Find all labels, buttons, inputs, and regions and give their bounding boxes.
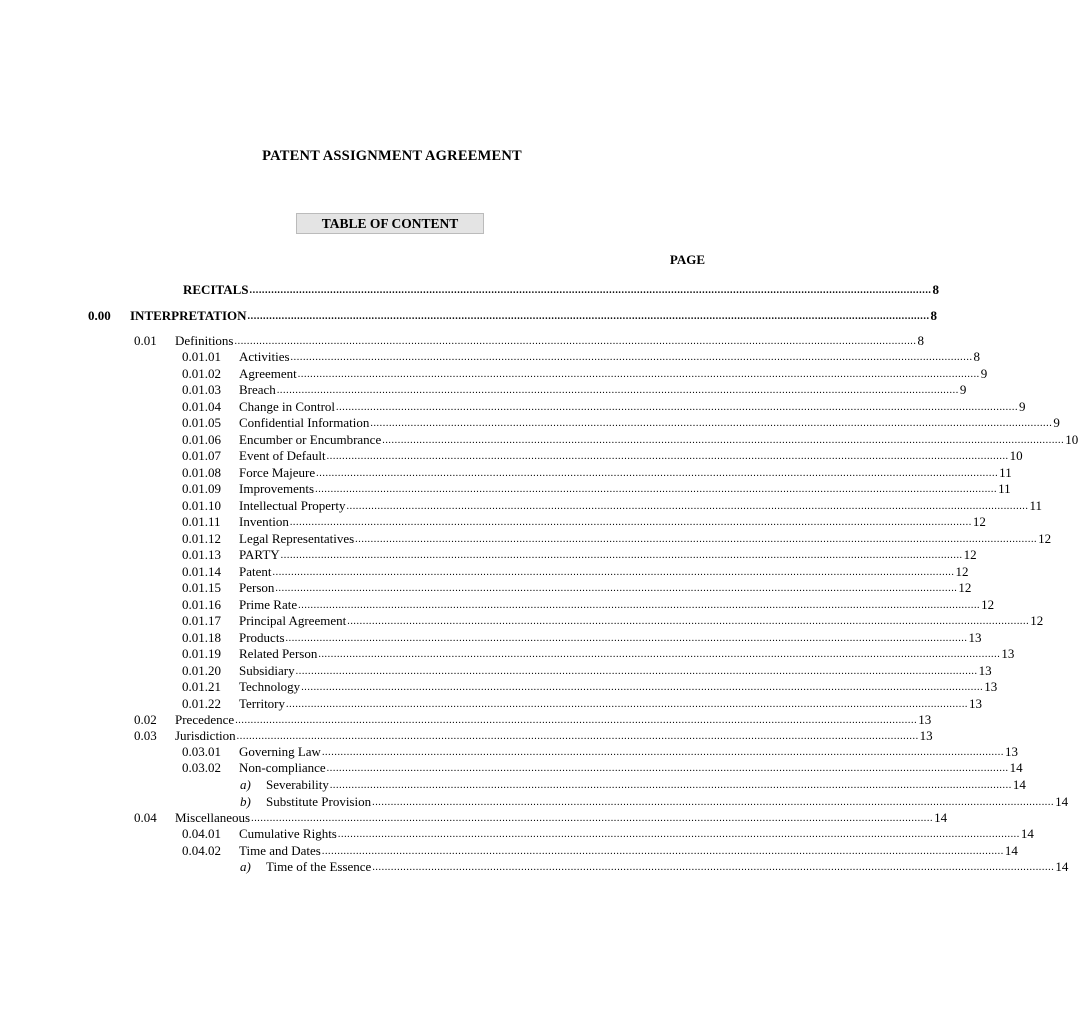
toc-entry-number: 0.01.01 xyxy=(182,349,221,364)
toc-entry-label: Change in Control xyxy=(239,399,336,414)
toc-entry-label: Technology xyxy=(239,679,301,694)
dot-leader: ............................................................................................................................................................................................................................ xyxy=(235,715,918,726)
dot-leader: ............................................................................................................................................................................................................................ xyxy=(275,583,958,594)
toc-entry-d12[interactable] xyxy=(239,531,1052,547)
toc-entry-d08[interactable] xyxy=(239,465,1012,481)
dot-leader: ............................................................................................................................................................................................................................ xyxy=(321,846,1004,857)
toc-entry-m01[interactable] xyxy=(239,826,1034,842)
toc-entry-label: Confidential Information xyxy=(239,415,370,430)
dot-leader: ............................................................................................................................................................................................................................ xyxy=(251,813,934,824)
toc-entry-page: 14 xyxy=(1055,794,1069,809)
dot-leader: ............................................................................................................................................................................................................................ xyxy=(290,352,973,363)
toc-entry-number: 0.01.17 xyxy=(182,613,221,628)
toc-entry-page: 14 xyxy=(1055,859,1069,874)
toc-entry-number: 0.01.15 xyxy=(182,580,221,595)
toc-entry-label: Non-compliance xyxy=(239,760,326,775)
toc-entry-page: 11 xyxy=(1029,498,1043,513)
dot-leader: ............................................................................................................................................................................................................................ xyxy=(337,829,1020,840)
toc-entry-label: Activities xyxy=(239,349,290,364)
toc-subitem-letter: a) xyxy=(240,777,251,792)
toc-entry-d10[interactable] xyxy=(239,498,1043,514)
dot-leader: ............................................................................................................................................................................................................................ xyxy=(321,747,1004,758)
toc-entry-s003[interactable] xyxy=(175,728,933,744)
toc-entry-d15[interactable] xyxy=(239,580,972,596)
toc-entry-page: 13 xyxy=(984,679,998,694)
toc-entry-number: 0.01.16 xyxy=(182,597,221,612)
toc-entry-label: RECITALS xyxy=(183,282,249,297)
toc-entry-page: 8 xyxy=(917,333,924,348)
dot-leader: ............................................................................................................................................................................................................................ xyxy=(326,451,1009,462)
dot-leader: ............................................................................................................................................................................................................................ xyxy=(355,534,1038,545)
dot-leader: ............................................................................................................................................................................................................................ xyxy=(289,517,972,528)
dot-leader: ............................................................................................................................................................................................................................ xyxy=(286,699,969,710)
toc-entry-label: Cumulative Rights xyxy=(239,826,337,841)
toc-entry-d09[interactable] xyxy=(239,481,1011,497)
toc-entry-page: 12 xyxy=(1038,531,1052,546)
toc-entry-page: 14 xyxy=(1012,777,1026,792)
toc-entry-d04[interactable] xyxy=(239,399,1026,415)
dot-leader: ............................................................................................................................................................................................................................ xyxy=(234,336,917,347)
toc-entry-page: 9 xyxy=(1019,399,1026,414)
toc-entry-label: Encumber or Encumbrance xyxy=(239,432,382,447)
toc-entry-recitals[interactable] xyxy=(183,282,940,298)
toc-entry-page: 11 xyxy=(998,481,1011,496)
toc-entry-page: 9 xyxy=(1053,415,1060,430)
toc-entry-number: 0.02 xyxy=(134,712,157,727)
toc-entry-label: Legal Representatives xyxy=(239,531,355,546)
toc-entry-label: INTERPRETATION xyxy=(130,308,247,323)
toc-entry-page: 10 xyxy=(1009,448,1023,463)
toc-entry-d03[interactable] xyxy=(239,382,967,398)
dot-leader: ............................................................................................................................................................................................................................ xyxy=(297,369,980,380)
toc-entry-page: 8 xyxy=(932,282,940,297)
toc-entry-page: 13 xyxy=(968,630,982,645)
dot-leader: ............................................................................................................................................................................................................................ xyxy=(329,780,1012,791)
toc-entry-page: 12 xyxy=(955,564,969,579)
toc-entry-d16[interactable] xyxy=(239,597,995,613)
dot-leader: ............................................................................................................................................................................................................................ xyxy=(382,435,1065,446)
toc-entry-page: 12 xyxy=(958,580,972,595)
dot-leader: ............................................................................................................................................................................................................................ xyxy=(301,682,984,693)
toc-entry-label: Subsidiary xyxy=(239,663,295,678)
toc-entry-s002[interactable] xyxy=(175,712,932,728)
toc-entry-label: Related Person xyxy=(239,646,318,661)
toc-entry-number: 0.03 xyxy=(134,728,157,743)
toc-entry-page: 10 xyxy=(1065,432,1078,447)
toc-entry-number: 0.01.22 xyxy=(182,696,221,711)
toc-entry-page: 14 xyxy=(934,810,948,825)
toc-entry-number: 0.01.09 xyxy=(182,481,221,496)
toc-subitem-letter: b) xyxy=(240,794,251,809)
dot-leader: ............................................................................................................................................................................................................................ xyxy=(249,285,932,296)
toc-entry-d13[interactable] xyxy=(239,547,977,563)
toc-heading: TABLE OF CONTENT xyxy=(296,213,484,234)
toc-entry-d06[interactable] xyxy=(239,432,1078,448)
toc-entry-d14[interactable] xyxy=(239,564,969,580)
toc-entry-j02b[interactable] xyxy=(266,794,1069,810)
dot-leader: ............................................................................................................................................................................................................................ xyxy=(236,731,919,742)
toc-entry-label: Severability xyxy=(266,777,329,792)
toc-entry-label: Definitions xyxy=(175,333,234,348)
toc-entry-page: 8 xyxy=(973,349,981,364)
toc-entry-d02[interactable] xyxy=(239,366,988,382)
toc-entry-number: 0.01.12 xyxy=(182,531,221,546)
toc-entry-page: 9 xyxy=(980,366,988,381)
dot-leader: ............................................................................................................................................................................................................................ xyxy=(298,600,981,611)
page-column-label: PAGE xyxy=(669,252,705,267)
dot-leader: ............................................................................................................................................................................................................................ xyxy=(285,633,968,644)
toc-entry-j02[interactable] xyxy=(239,760,1023,776)
dot-leader: ............................................................................................................................................................................................................................ xyxy=(326,763,1009,774)
toc-entry-number: 0.04 xyxy=(134,810,157,825)
dot-leader: ............................................................................................................................................................................................................................ xyxy=(318,649,1001,660)
toc-entry-d18[interactable] xyxy=(239,630,982,646)
toc-entry-number: 0.01.02 xyxy=(182,366,221,381)
toc-entry-number: 0.01.10 xyxy=(182,498,221,513)
toc-entry-label: Force Majeure xyxy=(239,465,316,480)
toc-entry-number: 0.04.02 xyxy=(182,843,221,858)
toc-entry-interpretation[interactable] xyxy=(130,308,938,324)
toc-entry-page: 12 xyxy=(981,597,995,612)
toc-entry-page: 12 xyxy=(1030,613,1044,628)
toc-entry-number: 0.03.02 xyxy=(182,760,221,775)
toc-entry-label: Time of the Essence xyxy=(266,859,372,874)
toc-entry-number: 0.01.14 xyxy=(182,564,221,579)
toc-entry-page: 13 xyxy=(969,696,983,711)
toc-entry-page: 13 xyxy=(1004,744,1018,759)
toc-entry-label: Products xyxy=(239,630,285,645)
dot-leader: ............................................................................................................................................................................................................................ xyxy=(347,616,1030,627)
toc-entry-page: 13 xyxy=(978,663,992,678)
toc-entry-label: Intellectual Property xyxy=(239,498,346,513)
dot-leader: ............................................................................................................................................................................................................................ xyxy=(315,484,998,495)
toc-entry-s001[interactable] xyxy=(175,333,924,349)
toc-entry-label: Event of Default xyxy=(239,448,326,463)
toc-entry-page: 12 xyxy=(972,514,986,529)
toc-entry-label: Agreement xyxy=(239,366,297,381)
toc-entry-number: 0.01.13 xyxy=(182,547,221,562)
toc-entry-number: 0.01.08 xyxy=(182,465,221,480)
dot-leader: ............................................................................................................................................................................................................................ xyxy=(247,311,930,322)
dot-leader: ............................................................................................................................................................................................................................ xyxy=(276,385,959,396)
toc-entry-label: Time and Dates xyxy=(239,843,321,858)
toc-entry-d21[interactable] xyxy=(239,679,998,695)
toc-entry-page: 13 xyxy=(918,712,932,727)
toc-entry-d22[interactable] xyxy=(239,696,983,712)
toc-entry-label: Miscellaneous xyxy=(175,810,251,825)
dot-leader: ............................................................................................................................................................................................................................ xyxy=(346,501,1029,512)
toc-entry-number: 0.01.21 xyxy=(182,679,221,694)
toc-entry-label: Breach xyxy=(239,382,276,397)
toc-entry-page: 9 xyxy=(959,382,967,397)
toc-entry-number: 0.01.20 xyxy=(182,663,221,678)
toc-entry-page: 12 xyxy=(963,547,977,562)
toc-entry-page: 11 xyxy=(999,465,1012,480)
toc-entry-page: 13 xyxy=(1001,646,1015,661)
toc-entry-label: PARTY xyxy=(239,547,280,562)
toc-entry-m02[interactable] xyxy=(239,843,1018,859)
toc-entry-label: Territory xyxy=(239,696,286,711)
toc-entry-j02a[interactable] xyxy=(266,777,1026,793)
toc-entry-label: Jurisdiction xyxy=(175,728,236,743)
toc-entry-m02a[interactable] xyxy=(266,859,1069,875)
toc-entry-number: 0.01.07 xyxy=(182,448,221,463)
toc-entry-number: 0.01.04 xyxy=(182,399,221,414)
toc-entry-label: Invention xyxy=(239,514,289,529)
toc-entry-label: Principal Agreement xyxy=(239,613,347,628)
toc-entry-number: 0.01.06 xyxy=(182,432,221,447)
dot-leader: ............................................................................................................................................................................................................................ xyxy=(316,468,999,479)
dot-leader: ............................................................................................................................................................................................................................ xyxy=(295,666,978,677)
dot-leader: ............................................................................................................................................................................................................................ xyxy=(372,797,1055,808)
toc-entry-page: 13 xyxy=(919,728,933,743)
toc-entry-label: Precedence xyxy=(175,712,235,727)
toc-entry-label: Governing Law xyxy=(239,744,321,759)
toc-entry-d05[interactable] xyxy=(239,415,1060,431)
toc-entry-d07[interactable] xyxy=(239,448,1023,464)
dot-leader: ............................................................................................................................................................................................................................ xyxy=(370,418,1053,429)
dot-leader: ............................................................................................................................................................................................................................ xyxy=(280,550,963,561)
section-number: 0.00 xyxy=(88,308,111,323)
toc-entry-d19[interactable] xyxy=(239,646,1015,662)
dot-leader: ............................................................................................................................................................................................................................ xyxy=(336,402,1019,413)
toc-subitem-letter: a) xyxy=(240,859,251,874)
toc-entry-page: 8 xyxy=(930,308,938,323)
toc-entry-number: 0.01 xyxy=(134,333,157,348)
toc-entry-number: 0.01.19 xyxy=(182,646,221,661)
toc-entry-number: 0.03.01 xyxy=(182,744,221,759)
toc-entry-s004[interactable] xyxy=(175,810,948,826)
dot-leader: ............................................................................................................................................................................................................................ xyxy=(372,862,1055,873)
dot-leader: ............................................................................................................................................................................................................................ xyxy=(272,567,955,578)
toc-entry-page: 14 xyxy=(1009,760,1023,775)
toc-entry-number: 0.01.11 xyxy=(182,514,221,529)
toc-entry-d01[interactable] xyxy=(239,349,981,365)
toc-entry-label: Person xyxy=(239,580,275,595)
toc-entry-label: Substitute Provision xyxy=(266,794,372,809)
toc-entry-page: 14 xyxy=(1020,826,1034,841)
toc-entry-label: Improvements xyxy=(239,481,315,496)
toc-entry-page: 14 xyxy=(1004,843,1018,858)
toc-entry-number: 0.04.01 xyxy=(182,826,221,841)
toc-entry-number: 0.01.05 xyxy=(182,415,221,430)
toc-entry-d20[interactable] xyxy=(239,663,992,679)
toc-entry-number: 0.01.18 xyxy=(182,630,221,645)
toc-entry-j01[interactable] xyxy=(239,744,1018,760)
toc-entry-number: 0.01.03 xyxy=(182,382,221,397)
toc-entry-d17[interactable] xyxy=(239,613,1044,629)
toc-entry-label: Patent xyxy=(239,564,272,579)
toc-entry-d11[interactable] xyxy=(239,514,986,530)
toc-entry-label: Prime Rate xyxy=(239,597,298,612)
document-title: PATENT ASSIGNMENT AGREEMENT xyxy=(262,148,522,164)
